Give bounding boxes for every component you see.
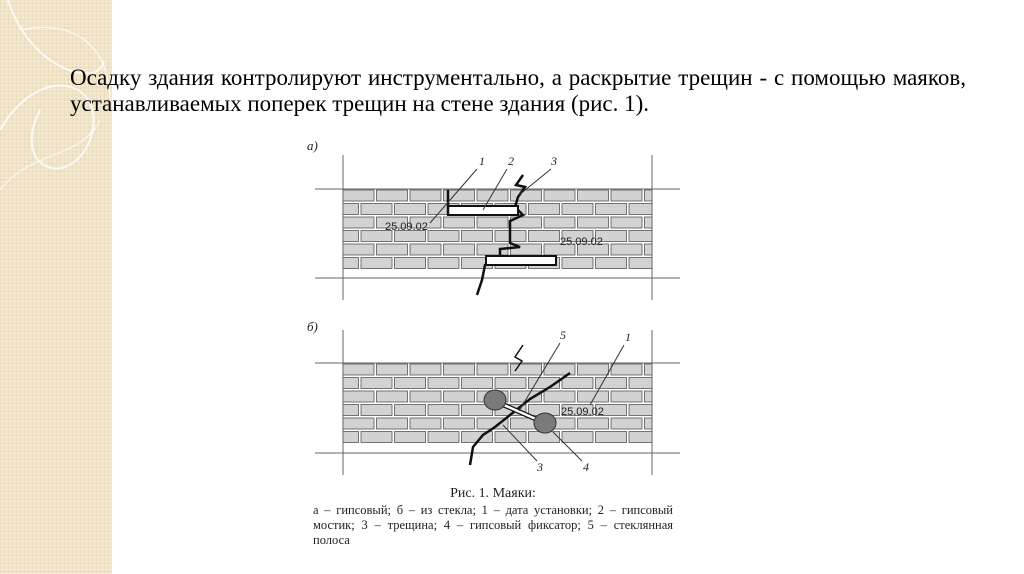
gypsum-fixator: [484, 390, 506, 410]
brick: [629, 231, 652, 242]
brick: [377, 391, 408, 402]
brick: [361, 432, 392, 443]
brick: [395, 432, 426, 443]
brick: [562, 258, 593, 269]
brick: [395, 258, 426, 269]
brick: [343, 378, 359, 389]
brick: [462, 231, 493, 242]
brick: [361, 258, 392, 269]
caption-body: а – гипсовый; б – из стекла; 1 – дата установки; 2 – гипсовый мостик; 3 – трещина; 4 – гипсовый фиксатор; 5 – стеклянная полоса: [313, 503, 673, 547]
brick: [629, 378, 652, 389]
brick: [611, 391, 642, 402]
brick: [377, 364, 408, 375]
brick: [629, 432, 652, 443]
brick: [611, 364, 642, 375]
brick: [596, 204, 627, 215]
brick: [410, 190, 441, 201]
brick: [562, 204, 593, 215]
brick: [578, 364, 609, 375]
date-label-left: 25.09.02: [385, 221, 428, 233]
brick: [343, 432, 359, 443]
brick: [562, 378, 593, 389]
brick: [477, 190, 508, 201]
brick: [343, 405, 359, 416]
brick: [428, 378, 459, 389]
callout-2: 2: [508, 154, 514, 168]
date-label-right: 25.09.02: [560, 236, 603, 248]
brick: [343, 258, 359, 269]
callout-3b: 3: [537, 460, 543, 474]
brick: [645, 418, 653, 429]
brick: [477, 364, 508, 375]
brick: [410, 391, 441, 402]
brick: [361, 204, 392, 215]
brick: [410, 418, 441, 429]
brick: [428, 432, 459, 443]
brick: [544, 364, 575, 375]
brick: [529, 231, 560, 242]
callout-1: 1: [479, 154, 485, 168]
brick: [361, 378, 392, 389]
brick: [629, 204, 652, 215]
brick: [645, 391, 653, 402]
brick: [343, 204, 359, 215]
brick: [629, 258, 652, 269]
brick: [395, 204, 426, 215]
brick: [645, 217, 653, 228]
brick: [410, 244, 441, 255]
brick: [395, 405, 426, 416]
figure-caption: [313, 486, 673, 548]
brick: [444, 391, 475, 402]
panel-a-letter: а): [307, 138, 318, 153]
brick: [377, 190, 408, 201]
brick: [343, 418, 374, 429]
brick: [544, 190, 575, 201]
brick: [428, 258, 459, 269]
brick: [343, 244, 374, 255]
brick: [361, 405, 392, 416]
brick: [444, 364, 475, 375]
brick: [544, 391, 575, 402]
callout-1b: 1: [625, 330, 631, 344]
brick: [645, 244, 653, 255]
brick: [444, 217, 475, 228]
brick: [596, 258, 627, 269]
gypsum-fixator: [534, 413, 556, 433]
brick: [428, 231, 459, 242]
brick: [343, 391, 374, 402]
brick: [410, 364, 441, 375]
brick: [377, 418, 408, 429]
brick: [343, 231, 359, 242]
callout-3: 3: [551, 154, 557, 168]
gypsum-beacon: [486, 256, 556, 265]
panel-b-letter: б): [307, 319, 318, 334]
panel-b: [307, 319, 680, 475]
brick: [377, 244, 408, 255]
callout-5: 5: [560, 328, 566, 342]
brick: [611, 418, 642, 429]
caption-title: Рис. 1. Маяки:: [450, 486, 536, 501]
panel-a: [307, 138, 680, 300]
brick: [544, 217, 575, 228]
brick: [477, 217, 508, 228]
brick: [629, 405, 652, 416]
brick: [529, 204, 560, 215]
crack-beacons-figure: [305, 135, 685, 480]
brick: [645, 190, 653, 201]
brick: [611, 190, 642, 201]
brick: [578, 190, 609, 201]
date-label-b: 25.09.02: [561, 406, 604, 418]
brick: [343, 190, 374, 201]
brick: [511, 190, 542, 201]
brick: [444, 418, 475, 429]
brick: [562, 432, 593, 443]
gypsum-beacon: [448, 206, 518, 215]
brick: [578, 217, 609, 228]
slide-paragraph: Осадку здания контролируют инструментально, а раскрытие трещин - с помощью маяков, устанавливаемых поперек трещин на стене здания (рис. 1).: [70, 65, 966, 116]
brick: [611, 217, 642, 228]
brick: [428, 405, 459, 416]
brick: [343, 217, 374, 228]
brick: [596, 432, 627, 443]
brick: [395, 378, 426, 389]
brick: [645, 364, 653, 375]
brick: [495, 378, 526, 389]
brick: [611, 244, 642, 255]
brick: [462, 378, 493, 389]
brick: [343, 364, 374, 375]
callout-4: 4: [583, 460, 589, 474]
brick: [578, 418, 609, 429]
brick: [444, 244, 475, 255]
